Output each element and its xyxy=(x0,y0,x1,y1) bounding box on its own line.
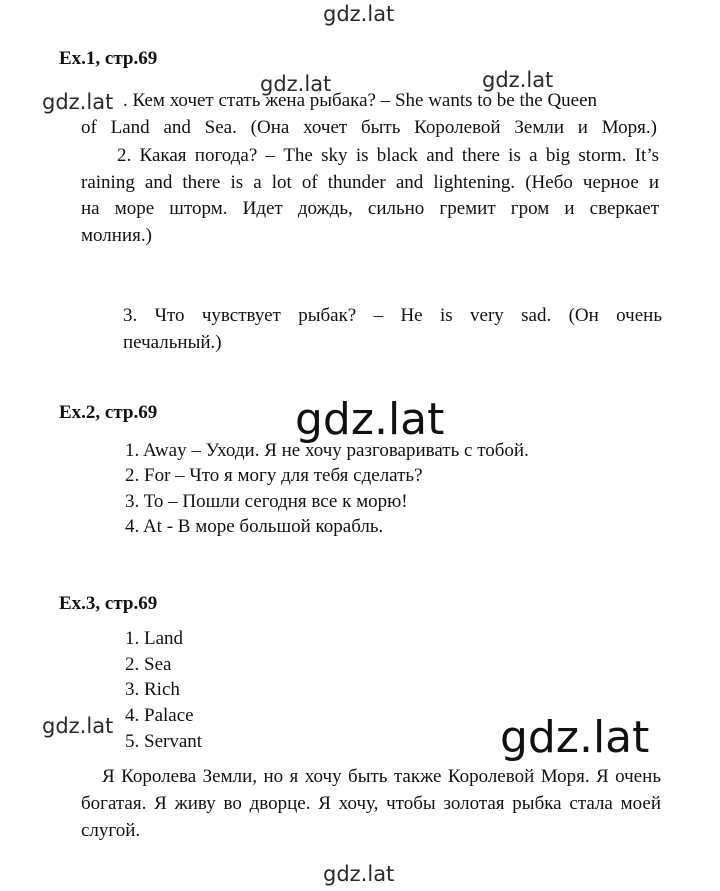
ex2-item-3: 3. To – Пошли сегодня все к морю! xyxy=(125,491,408,512)
ex2-item-4: 4. At - В море большой корабль. xyxy=(125,516,384,537)
ex1-q1-line2: of Land and Sea. (Она хочет быть Королевой Земли и Моря.) xyxy=(81,117,657,138)
ex2-item-2: 2. For – Что я могу для тебя сделать? xyxy=(125,465,423,486)
watermark-ex2-big: gdz.lat xyxy=(295,394,445,445)
ex1-q1-line1: . Кем хочет стать жена рыбака? – She wants to be the Queen xyxy=(123,90,598,111)
ex1-q2-line3: на море шторм. Идет дождь, сильно гремит гром и сверкает xyxy=(81,198,659,219)
ex3-paragraph-line3: слугой. xyxy=(81,820,141,841)
ex2-heading: Ex.2, стр.69 xyxy=(59,402,158,423)
watermark-bottom: gdz.lat xyxy=(323,862,395,886)
ex2-item-1: 1. Away – Уходи. Я не хочу разговаривать с тобой. xyxy=(125,440,529,461)
ex3-heading: Ex.3, стр.69 xyxy=(59,593,158,614)
watermark-top: gdz.lat xyxy=(323,2,395,26)
ex3-paragraph-line2: богатая. Я живу во дворце. Я хочу, чтобы золотая рыбка стала моей xyxy=(81,793,661,814)
ex3-item-1: 1. Land xyxy=(125,628,184,649)
watermark-ex1-mid: gdz.lat xyxy=(260,72,332,96)
ex1-q2-line4: молния.) xyxy=(81,225,152,246)
ex1-heading: Ex.1, стр.69 xyxy=(59,48,158,69)
ex1-q3-line1: 3. Что чувствует рыбак? – He is very sad. (Он очень xyxy=(123,305,662,326)
ex3-paragraph-line1: Я Королева Земли, но я хочу быть также Королевой Моря. Я очень xyxy=(102,766,661,787)
watermark-ex3-big: gdz.lat xyxy=(500,712,650,763)
ex1-q3-line2: печальный.) xyxy=(123,332,222,353)
ex1-q2-line2: raining and there is a lot of thunder and lightening. (Небо черное и xyxy=(81,172,659,193)
watermark-ex1-right: gdz.lat xyxy=(482,68,554,92)
watermark-ex1-left: gdz.lat xyxy=(42,90,114,114)
ex3-item-3: 3. Rich xyxy=(125,679,180,700)
watermark-ex3-left: gdz.lat xyxy=(42,714,114,738)
ex3-item-2: 2. Sea xyxy=(125,654,172,675)
ex1-q2-line1: 2. Какая погода? – The sky is black and there is a big storm. It’s xyxy=(117,145,659,166)
ex3-item-5: 5. Servant xyxy=(125,731,203,752)
ex3-item-4: 4. Palace xyxy=(125,705,194,726)
